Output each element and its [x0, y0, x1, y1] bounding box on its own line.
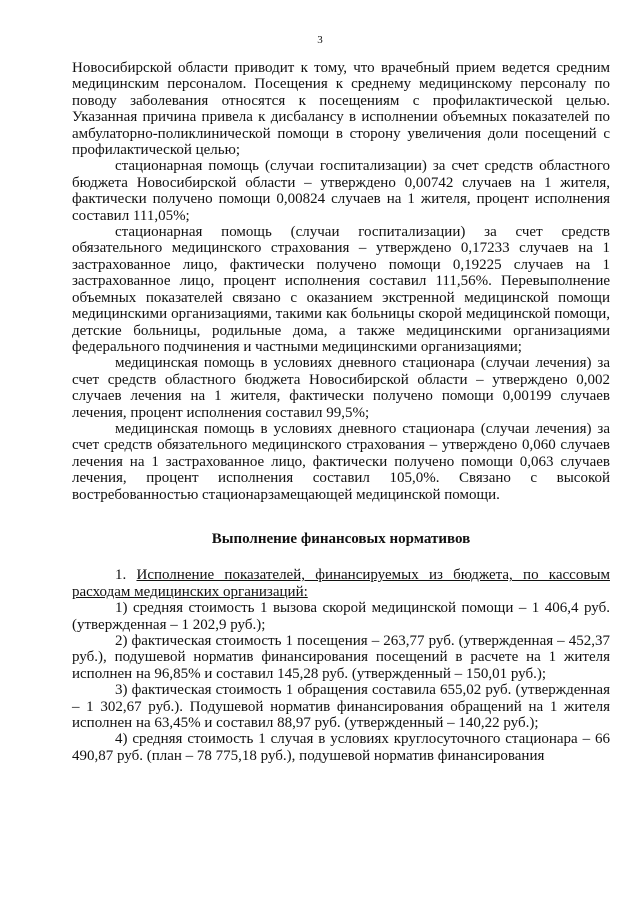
paragraph-day-hospital-regional-budget: медицинская помощь в условиях дневного стационара (случаи лечения) за счет средств областного бюджета Новосибирской области – утверждено 0,002 случаев лечения на 1 жителя, фактически получено помощи 0,00199 случаев лечения, процент исполнения составил 99,5%;: [72, 355, 610, 421]
paragraph-inpatient-regional-budget: стационарная помощь (случаи госпитализации) за счет средств областного бюджета Новосибирской области – утверждено 0,00742 случаев на 1 жителя, фактически получено помощи 0,00824 случаев на 1 жителя, процент исполнения составил 111,05%;: [72, 158, 610, 224]
document-body: [72, 60, 610, 764]
subitem-inpatient-case-cost: 4) средняя стоимость 1 случая в условиях круглосуточного стационара – 66 490,87 руб. (план – 78 775,18 руб.), подушевой норматив финансирования: [72, 731, 610, 764]
subitem-visit-cost: 2) фактическая стоимость 1 посещения – 263,77 руб. (утвержденная – 452,37 руб.), подушевой норматив финансирования посещений в расчете на 1 жителя исполнен на 96,85% и составил 145,28 руб. (утвержденный – 150,01 руб.);: [72, 633, 610, 682]
section-item-text: Исполнение показателей, финансируемых из бюджета, по кассовым расходам медицинских организаций:: [72, 567, 610, 600]
paragraph-continuation: Новосибирской области приводит к тому, что врачебный прием ведется средним медицинским персоналом. Посещения к среднему медицинскому персоналу по поводу заболевания относятся к посещениям с профилактической целью. Указанная причина привела к дисбалансу в исполнении объемных показателей по амбулаторно-поликлинической помощи в сторону увеличения доли посещений с профилактической целью;: [72, 60, 610, 159]
subitem-appeal-cost: 3) фактическая стоимость 1 обращения составила 655,02 руб. (утвержденная – 1 302,67 руб.). Подушевой норматив финансирования обращений на 1 жителя исполнен на 63,45% и составил 88,97 руб. (утвержденный – 140,22 руб.);: [72, 682, 610, 732]
section-item-number: 1.: [115, 567, 127, 584]
page-number: 3: [317, 34, 323, 46]
paragraph-day-hospital-insurance: медицинская помощь в условиях дневного стационара (случаи лечения) за счет средств обязательного медицинского страхования – утверждено 0,060 случаев лечения на 1 застрахованное лицо, фактически получено помощи 0,063 случаев лечения, процент исполнения составил 105,0%. Связано с высокой востребованностью стационарзамещающей медицинской помощи.: [72, 420, 610, 503]
section-heading: Выполнение финансовых нормативов: [211, 530, 471, 547]
section-item: [72, 567, 610, 600]
subitem-ambulance-cost: 1) средняя стоимость 1 вызова скорой медицинской помощи – 1 406,4 руб. (утвержденная – 1 202,9 руб.);: [72, 600, 610, 633]
paragraph-inpatient-insurance: стационарная помощь (случаи госпитализации) за счет средств обязательного медицинского страхования – утверждено 0,17233 случаев на 1 застрахованное лицо, фактически получено помощи 0,19225 случаев на 1 застрахованное лицо, процент исполнения составил 111,56%. Перевыполнение объемных показателей связано с оказанием экстренной медицинской помощи медицинскими организациями, такими как больницы скорой медицинской помощи, детские больницы, родильные дома, а также медицинскими организациями федерального подчинения и частными медицинскими организациями;: [72, 224, 610, 355]
